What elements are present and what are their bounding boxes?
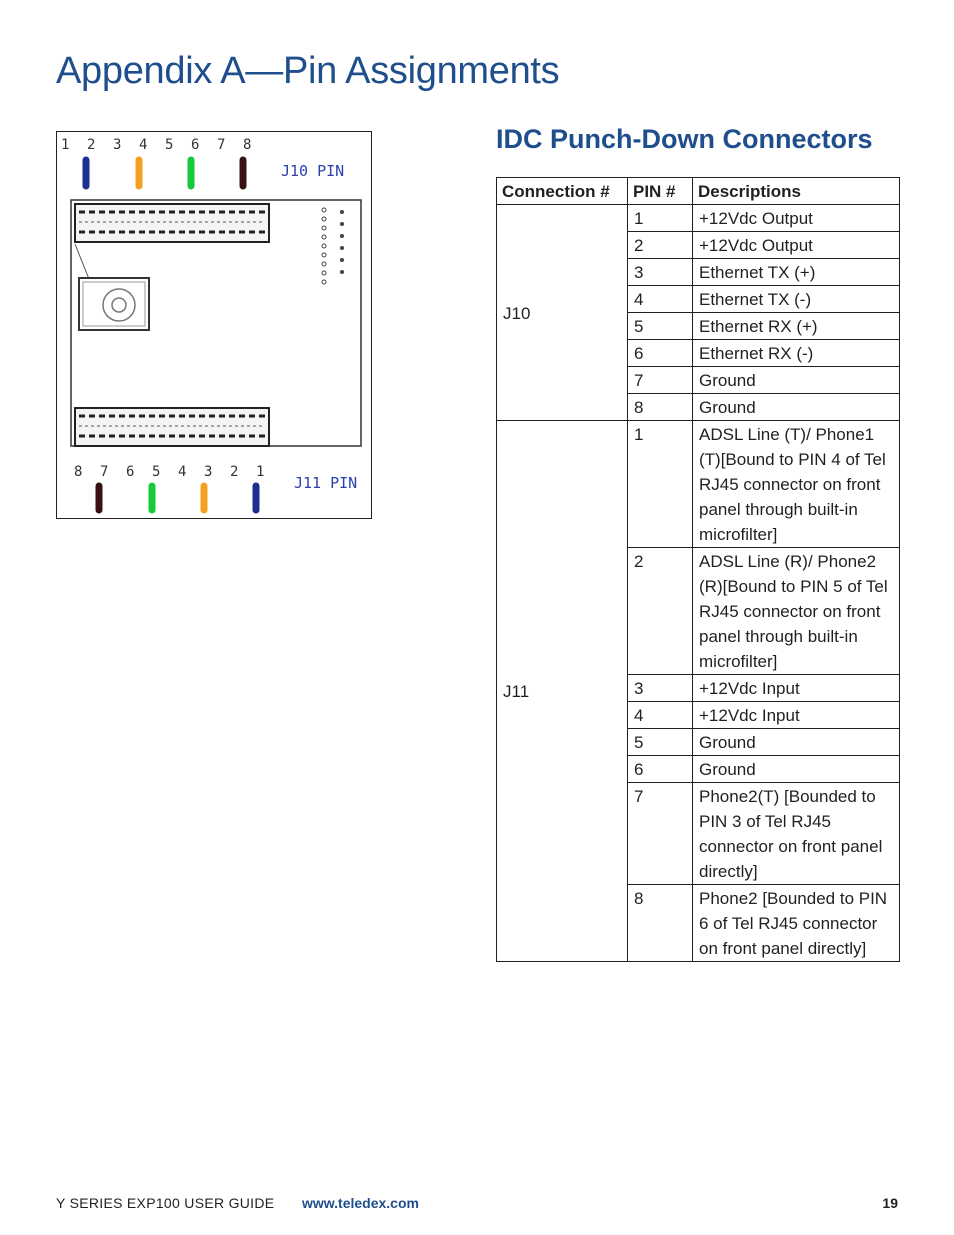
column-header-pin: PIN #	[628, 178, 693, 205]
description-cell: Ethernet RX (-)	[693, 340, 900, 367]
top-pin-number: 2	[87, 137, 96, 153]
connection-cell-j11: J11	[497, 421, 628, 962]
bottom-pin-number: 7	[100, 464, 109, 480]
pcb-illustration	[57, 132, 371, 518]
bottom-pin-number: 8	[74, 464, 83, 480]
bottom-pin-number: 5	[152, 464, 161, 480]
pin-cell: 3	[628, 259, 693, 286]
description-cell: +12Vdc Output	[693, 205, 900, 232]
description-cell: Ground	[693, 756, 900, 783]
pin-cell: 6	[628, 756, 693, 783]
top-pin-number: 6	[191, 137, 200, 153]
description-cell: Ethernet RX (+)	[693, 313, 900, 340]
bottom-pin-numbers	[74, 464, 264, 480]
j11-pin-label: J11 PIN	[294, 474, 358, 492]
top-pin-number: 4	[139, 137, 148, 153]
bottom-pin-number: 3	[204, 464, 213, 480]
description-cell: +12Vdc Output	[693, 232, 900, 259]
bottom-pin-number: 2	[230, 464, 239, 480]
top-pin-number: 7	[217, 137, 226, 153]
description-cell: Ground	[693, 729, 900, 756]
description-cell: +12Vdc Input	[693, 675, 900, 702]
top-pin-number: 3	[113, 137, 122, 153]
footer-guide-title: Y SERIES EXP100 USER GUIDE	[56, 1195, 275, 1211]
pin-cell: 2	[628, 548, 693, 675]
pin-cell: 4	[628, 702, 693, 729]
description-cell: Phone2 [Bounded to PIN 6 of Tel RJ45 connector on front panel directly]	[693, 885, 900, 962]
bottom-terminal-block	[75, 408, 269, 446]
table-row	[497, 205, 900, 232]
pin-cell: 3	[628, 675, 693, 702]
pin-cell: 8	[628, 885, 693, 962]
description-cell: Ground	[693, 394, 900, 421]
pin-cell: 5	[628, 729, 693, 756]
top-terminal-block	[75, 204, 269, 242]
pin-cell: 6	[628, 340, 693, 367]
description-cell: ADSL Line (R)/ Phone2 (R)[Bound to PIN 5 of Tel RJ45 connector on front panel through built-in microfilter]	[693, 548, 900, 675]
page-title: Appendix A—Pin Assignments	[56, 50, 560, 92]
bottom-wires	[99, 486, 256, 510]
table-row	[497, 421, 900, 548]
connector-pin-diagram	[56, 131, 372, 519]
pin-cell: 7	[628, 783, 693, 885]
pin-cell: 4	[628, 286, 693, 313]
bottom-pin-number: 1	[256, 464, 265, 480]
j10-pin-label: J10 PIN	[281, 162, 345, 180]
pin-cell: 7	[628, 367, 693, 394]
pin-cell: 5	[628, 313, 693, 340]
column-header-connection: Connection #	[497, 178, 628, 205]
page-number: 19	[882, 1195, 898, 1211]
description-cell: Ethernet TX (+)	[693, 259, 900, 286]
column-header-descriptions: Descriptions	[693, 178, 900, 205]
pin-cell: 8	[628, 394, 693, 421]
table-header-row	[497, 178, 900, 205]
dc-jack	[79, 278, 149, 330]
footer-website-link[interactable]: www.teledex.com	[302, 1195, 419, 1211]
description-cell: +12Vdc Input	[693, 702, 900, 729]
top-pin-numbers	[61, 137, 251, 153]
top-wires	[86, 160, 243, 186]
pin-assignment-table	[496, 177, 900, 962]
top-pin-number: 8	[243, 137, 252, 153]
bottom-pin-number: 4	[178, 464, 187, 480]
description-cell: ADSL Line (T)/ Phone1 (T)[Bound to PIN 4 of Tel RJ45 connector on front panel through built-in microfilter]	[693, 421, 900, 548]
description-cell: Phone2(T) [Bounded to PIN 3 of Tel RJ45 connector on front panel directly]	[693, 783, 900, 885]
section-title: IDC Punch-Down Connectors	[496, 124, 873, 154]
top-pin-number: 1	[61, 137, 70, 153]
bottom-pin-number: 6	[126, 464, 135, 480]
top-pin-number: 5	[165, 137, 174, 153]
pin-cell: 1	[628, 205, 693, 232]
connection-cell-j10: J10	[497, 205, 628, 421]
pin-cell: 2	[628, 232, 693, 259]
description-cell: Ground	[693, 367, 900, 394]
description-cell: Ethernet TX (-)	[693, 286, 900, 313]
pin-cell: 1	[628, 421, 693, 548]
